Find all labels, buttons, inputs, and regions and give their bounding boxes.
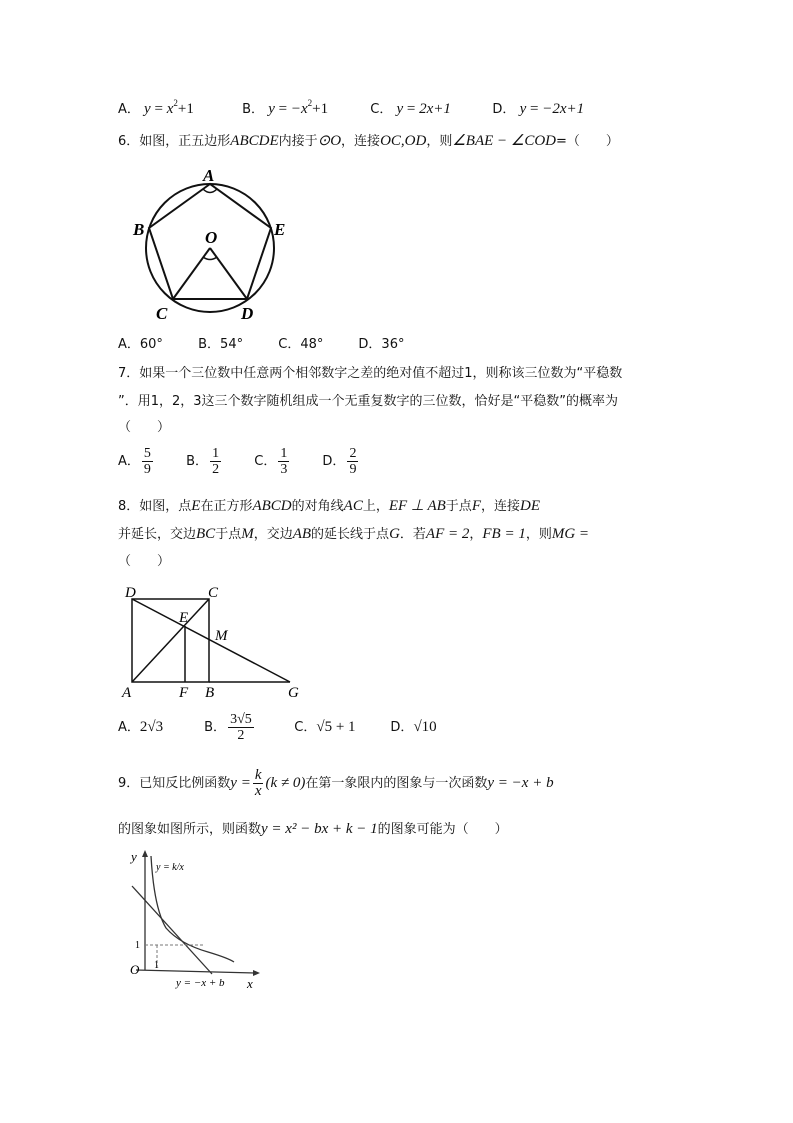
label-o: O (205, 228, 218, 247)
label-g: G (288, 685, 299, 700)
line-dg (132, 599, 290, 682)
label-d: D (125, 585, 136, 601)
q5-options (118, 98, 584, 118)
q7-line1: 7．如果一个三位数中任意两个相邻数字之差的绝对值不超过1，则称该三位数为“平稳数 (118, 366, 623, 381)
label-origin: O (130, 962, 140, 977)
diagonal-ac (132, 599, 209, 682)
q7-option-d[interactable]: D． $\frac{2}{9}$ (322, 446, 357, 477)
q8-line3: （ ） (118, 554, 171, 569)
label-line: y = −x + b (176, 977, 225, 989)
label-d: D (241, 304, 254, 323)
q5-option-a[interactable]: A． $y = x^2+1$ (118, 98, 194, 117)
label-x-axis: x (247, 976, 253, 991)
q8-option-d[interactable]: D．√10 (390, 719, 437, 735)
label-b: B (205, 685, 215, 700)
label-f: F (179, 685, 189, 700)
label-one-y: 1 (135, 940, 140, 951)
angle-cod-arc (203, 257, 217, 260)
q5-option-c[interactable]: C． y = 2x+1 (370, 101, 451, 117)
q5-option-d[interactable]: D． y = −2x+1 (492, 101, 585, 117)
q6-option-d[interactable]: D．36° (358, 337, 405, 352)
segment-oc (173, 248, 210, 299)
label-a: A (203, 166, 215, 185)
q9-line2: 的图象如图所示，则函数y = x² − bx + k − 1的图象可能为（ ） (118, 821, 508, 837)
q9-function-graph (118, 848, 268, 994)
q7-line3: （ ） (118, 420, 171, 435)
q8-option-c[interactable]: C．√5 + 1 (294, 719, 356, 735)
q6-option-c[interactable]: C．48° (278, 337, 324, 352)
q8-options (118, 712, 437, 743)
q8-option-a[interactable]: A．2√3 (118, 719, 164, 735)
q9-line1: 9．已知反比例函数y = $\frac{k}{x}$ (k ≠ 0)在第一象限内的图象与一次函数y = −x + b (118, 767, 554, 799)
x-axis-arrow (253, 970, 260, 976)
q7-option-c[interactable]: C． $\frac{1}{3}$ (254, 446, 288, 477)
angle-bae-arc (203, 189, 217, 193)
q7-option-b[interactable]: B． $\frac{1}{2}$ (186, 446, 220, 477)
q6-stem: 6．如图，正五边形ABCDE内接于⊙O，连接OC,OD，则∠BAE − ∠COD=（ ） (118, 133, 619, 149)
label-c: C (208, 585, 219, 601)
line-y-neg-x-plus-b (132, 886, 212, 974)
label-one-x: 1 (154, 960, 159, 971)
label-y-axis: y (131, 849, 137, 864)
q5-option-b[interactable]: B． $y = -x^2+1$ (242, 98, 329, 117)
label-a: A (122, 685, 132, 700)
q7-line2: ”．用1，2，3这三个数字随机组成一个无重复数字的三位数，恰好是“平稳数”的概率为 (118, 394, 619, 409)
segment-od (210, 248, 247, 299)
label-e: E (179, 610, 189, 626)
q7-options (118, 446, 360, 477)
label-c: C (156, 304, 168, 323)
q8-square-figure (118, 584, 308, 700)
q6-options (118, 333, 404, 352)
q8-line1: 8．如图，点E在正方形ABCD的对角线AC上，EF ⊥ AB于点F，连接DE (118, 498, 540, 514)
label-b: B (133, 220, 145, 239)
q6-pentagon-figure (128, 165, 298, 325)
q6-option-a[interactable]: A．60° (118, 337, 163, 352)
label-curve: y = k/x (156, 862, 184, 873)
q7-option-a[interactable]: A． $\frac{5}{9}$ (118, 446, 151, 477)
q8-line2: 并延长，交边BC于点M，交边AB的延长线于点G．若AF = 2，FB = 1，则MG = (118, 526, 590, 542)
q6-option-b[interactable]: B．54° (198, 337, 244, 352)
q8-option-b[interactable]: B． $\frac{3√5}{2}$ (204, 712, 252, 743)
label-e: E (274, 220, 286, 239)
y-axis-arrow (142, 850, 148, 857)
label-m: M (215, 628, 228, 644)
